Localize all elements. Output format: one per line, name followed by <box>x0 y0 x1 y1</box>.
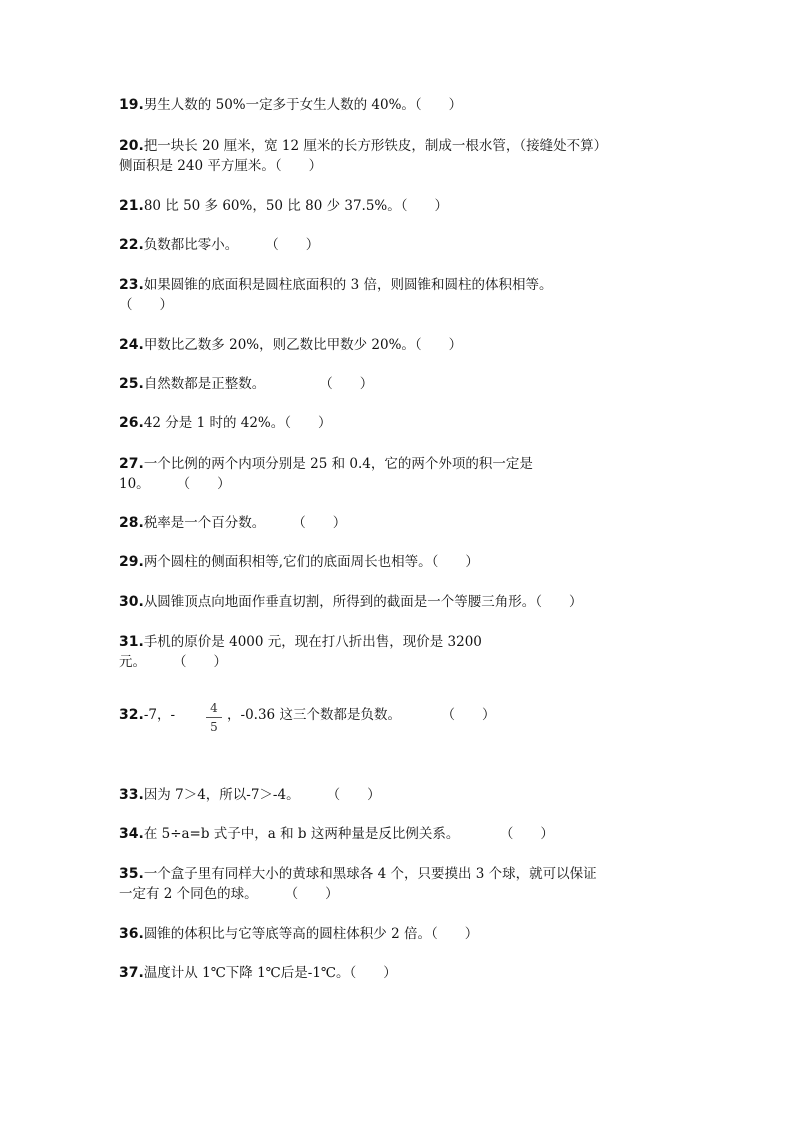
question-number: 19. <box>119 97 144 113</box>
question-number: 22. <box>119 237 144 253</box>
question-number: 35. <box>119 866 144 882</box>
question-text: 一个盒子里有同样大小的黄球和黑球各 4 个，只要摸出 3 个球，就可以保证 <box>143 866 597 882</box>
question-text: 手机的原价是 4000 元，现在打八折出售，现价是 3200 <box>143 634 482 650</box>
question-number: 21. <box>119 198 144 214</box>
fraction-bar <box>206 717 222 718</box>
question-text: 在 5÷a=b 式子中，a 和 b 这两种量是反比例关系。 （ ） <box>143 826 554 842</box>
question-text-line2: 元。 （ ） <box>119 654 227 670</box>
question-number: 36. <box>119 926 144 942</box>
question-text-line2: 一定有 2 个同色的球。 （ ） <box>119 886 339 902</box>
question-text: 温度计从 1℃下降 1℃后是-1℃。（ ） <box>143 965 397 981</box>
question-26 <box>119 413 689 433</box>
question-text-line2: 10。 （ ） <box>119 476 231 492</box>
question-text-line2: （ ） <box>119 297 173 313</box>
fraction-denominator: 5 <box>210 720 218 734</box>
question-23 <box>119 275 689 315</box>
question-19 <box>119 95 689 115</box>
question-31 <box>119 632 689 672</box>
question-24 <box>119 335 689 355</box>
question-number: 32. <box>119 707 144 723</box>
question-number: 27. <box>119 456 144 472</box>
question-20 <box>119 136 689 176</box>
question-number: 37. <box>119 965 144 981</box>
question-36 <box>119 924 689 944</box>
question-25 <box>119 374 689 394</box>
question-number: 28. <box>119 515 144 531</box>
question-text: 自然数都是正整数。 （ ） <box>143 376 374 392</box>
question-28 <box>119 513 689 533</box>
question-37 <box>119 963 689 983</box>
question-number: 34. <box>119 826 144 842</box>
question-number: 30. <box>119 594 144 610</box>
question-number: 29. <box>119 554 144 570</box>
question-22 <box>119 235 689 255</box>
question-number: 31. <box>119 634 144 650</box>
question-text: 42 分是 1 时的 42%。（ ） <box>143 415 332 431</box>
fraction-numerator: 4 <box>210 701 218 715</box>
question-text-suffix: ，-0.36 这三个数都是负数。 （ ） <box>227 707 496 723</box>
question-text-prefix: -7，- <box>143 707 176 723</box>
question-21 <box>119 196 689 216</box>
question-text: 两个圆柱的侧面积相等,它们的底面周长也相等。（ ） <box>143 554 479 570</box>
question-text: 如果圆锥的底面积是圆柱底面积的 3 倍，则圆锥和圆柱的体积相等。 <box>143 277 553 293</box>
question-number: 25. <box>119 376 144 392</box>
question-text: 因为 7＞4，所以-7＞-4。 （ ） <box>143 787 381 803</box>
question-text: 把一块长 20 厘米，宽 12 厘米的长方形铁皮，制成一根水管，（接缝处不算） <box>143 138 608 154</box>
question-29 <box>119 552 689 572</box>
question-32 <box>119 705 689 725</box>
question-text: 男生人数的 50%一定多于女生人数的 40%。（ ） <box>143 97 463 113</box>
question-text: 从圆锥顶点向地面作垂直切割，所得到的截面是一个等腰三角形。（ ） <box>143 594 583 610</box>
question-number: 20. <box>119 138 144 154</box>
question-text: 税率是一个百分数。 （ ） <box>143 515 347 531</box>
question-33 <box>119 785 689 805</box>
question-34 <box>119 824 689 844</box>
question-30 <box>119 592 689 612</box>
question-35 <box>119 864 689 904</box>
question-text: 圆锥的体积比与它等底等高的圆柱体积少 2 倍。（ ） <box>143 926 479 942</box>
question-text: 甲数比乙数多 20%，则乙数比甲数少 20%。（ ） <box>143 337 463 353</box>
fraction <box>206 700 222 735</box>
question-27 <box>119 454 689 494</box>
question-number: 26. <box>119 415 144 431</box>
question-text: 负数都比零小。 （ ） <box>143 237 320 253</box>
question-text: 80 比 50 多 60%，50 比 80 少 37.5%。（ ） <box>143 198 448 214</box>
question-number: 23. <box>119 277 144 293</box>
question-number: 24. <box>119 337 144 353</box>
question-text-line2: 侧面积是 240 平方厘米。（ ） <box>119 158 323 174</box>
question-text: 一个比例的两个内项分别是 25 和 0.4，它的两个外项的积一定是 <box>143 456 533 472</box>
question-number: 33. <box>119 787 144 803</box>
